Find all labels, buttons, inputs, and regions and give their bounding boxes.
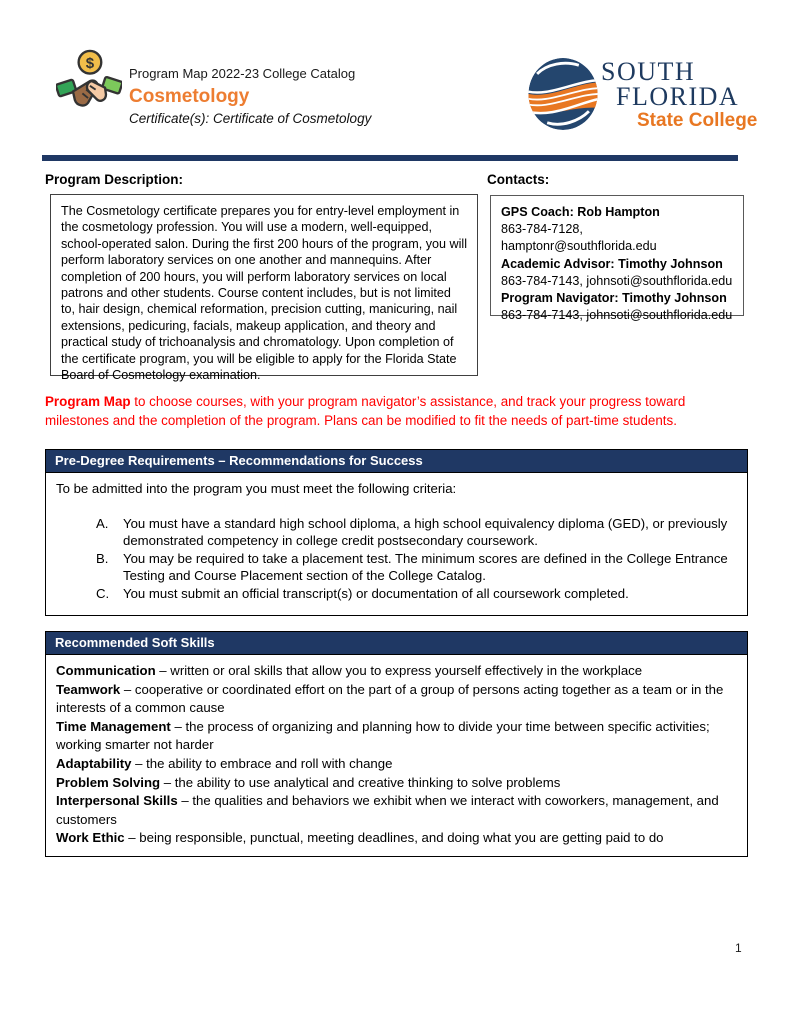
list-item-label: A. — [96, 515, 109, 531]
soft-skill-definition: – the ability to embrace and roll with change — [131, 755, 393, 771]
soft-skills-section — [45, 631, 748, 857]
soft-skill-term: Problem Solving — [56, 774, 161, 790]
pre-degree-intro: To be admitted into the program you must meet the following criteria: — [56, 481, 457, 496]
logo-word-south: SOUTH — [601, 57, 696, 86]
soft-skill-term: Adaptability — [56, 755, 132, 771]
logo-word-florida: FLORIDA — [616, 82, 740, 111]
soft-skill-item — [56, 718, 737, 755]
soft-skill-term: Time Management — [56, 718, 171, 734]
soft-skill-term: Work Ethic — [56, 830, 125, 846]
contacts-box — [490, 195, 744, 323]
logo-word-state-college: State College — [637, 110, 758, 131]
program-title: Cosmetology — [129, 86, 250, 107]
soft-skill-item — [56, 829, 737, 848]
program-description-box: The Cosmetology certificate prepares you for entry-level employment in the cosmetology profession. You will use a modern, well-equipped, school-operated salon. During the first 200 hours of the program, you will perform laboratory services on one another and mannequins. After completion of 200 hours, you will perform laboratory services on local patrons and other students. Course content includes, but is not limited to, hair design, chemical reformation, precision cutting, manicuring, nail extensions, pedicuring, facials, makeup application, and theory and practical study of trichoanalysis and chromatology. Upon completion of the certificate program, you will be eligible to apply for the Florida State Board of Cosmetology examination. — [50, 194, 478, 376]
program-map-note-rest: to choose courses, with your program navigator’s assistance, and track your progress toward milestones and the completion of the program. Plans can be modified to fit the needs of part-time students. — [45, 394, 686, 428]
soft-skill-term: Interpersonal Skills — [56, 793, 178, 809]
program-map-note — [45, 392, 751, 430]
program-description-heading: Program Description: — [45, 172, 184, 187]
contact-entry — [501, 256, 733, 290]
pre-degree-section — [45, 449, 748, 616]
contact-detail: 863-784-7143, johnsoti@southflorida.edu — [501, 308, 733, 323]
soft-skills-section-header: Recommended Soft Skills — [46, 632, 747, 655]
header-divider — [42, 155, 738, 161]
list-item — [96, 515, 737, 550]
soft-skill-definition: – being responsible, punctual, meeting deadlines, and doing what you are getting paid to do — [124, 830, 664, 846]
list-item-text: You must submit an official transcript(s) or documentation of all coursework completed. — [123, 585, 629, 601]
sfsc-logo — [527, 56, 757, 132]
header-text-block — [129, 66, 371, 127]
sfsc-globe-icon — [527, 56, 599, 132]
soft-skills-section-body — [46, 655, 747, 855]
soft-skill-definition: – written or oral skills that allow you to express yourself effectively in the workplace — [155, 663, 643, 678]
pre-degree-section-body — [46, 473, 747, 609]
page-number: 1 — [735, 941, 742, 955]
contact-role: Program Navigator: Timothy Johnson — [501, 291, 727, 306]
list-item — [96, 585, 737, 603]
list-item-label: B. — [96, 550, 109, 566]
soft-skill-term: Teamwork — [56, 681, 121, 697]
soft-skill-definition: – the process of organizing and planning how to divide your time between specific activities; working smarter not harder — [56, 718, 710, 753]
soft-skill-item — [56, 662, 737, 681]
handshake-dollar-icon — [56, 48, 122, 118]
pre-degree-section-header: Pre-Degree Requirements – Recommendations for Success — [46, 450, 747, 473]
soft-skill-term: Communication — [56, 663, 156, 678]
soft-skill-definition: – the ability to use analytical and creative thinking to solve problems — [160, 774, 561, 790]
sfsc-logo-text — [601, 57, 758, 132]
contact-role: GPS Coach: Rob Hampton — [501, 205, 660, 219]
soft-skill-item — [56, 681, 737, 718]
list-item-label: C. — [96, 585, 110, 601]
list-item-text: You must have a standard high school diploma, a high school equivalency diploma (GED), or previously demonstrated competency in college credit postsecondary coursework. — [123, 515, 728, 548]
contact-detail: 863-784-7128, hamptonr@southflorida.edu — [501, 222, 657, 254]
soft-skill-item — [56, 792, 737, 829]
contact-entry — [501, 290, 733, 324]
certificates-line: Certificate(s): Certificate of Cosmetology — [129, 111, 372, 126]
svg-text:$: $ — [85, 54, 95, 72]
list-item — [96, 550, 737, 585]
catalog-line: Program Map 2022-23 College Catalog — [129, 66, 356, 81]
contact-role: Academic Advisor: Timothy Johnson — [501, 256, 723, 271]
list-item-text: You may be required to take a placement test. The minimum scores are defined in the College Entrance Testing and Course Placement section of the College Catalog. — [123, 550, 728, 583]
contact-detail: 863-784-7143, johnsoti@southflorida.edu — [501, 273, 733, 288]
soft-skill-item — [56, 774, 737, 793]
soft-skill-definition: – the qualities and behaviors we exhibit when we interact with coworkers, management, and customers — [56, 793, 719, 827]
contacts-heading: Contacts: — [487, 172, 550, 187]
program-map-note-lead: Program Map — [45, 394, 131, 409]
pre-degree-list — [56, 515, 737, 603]
soft-skill-definition: – cooperative or coordinated effort on the part of a group of persons acting together as a team or in the interests of a common cause — [56, 681, 724, 716]
contact-entry — [501, 204, 733, 256]
soft-skill-item — [56, 755, 737, 774]
